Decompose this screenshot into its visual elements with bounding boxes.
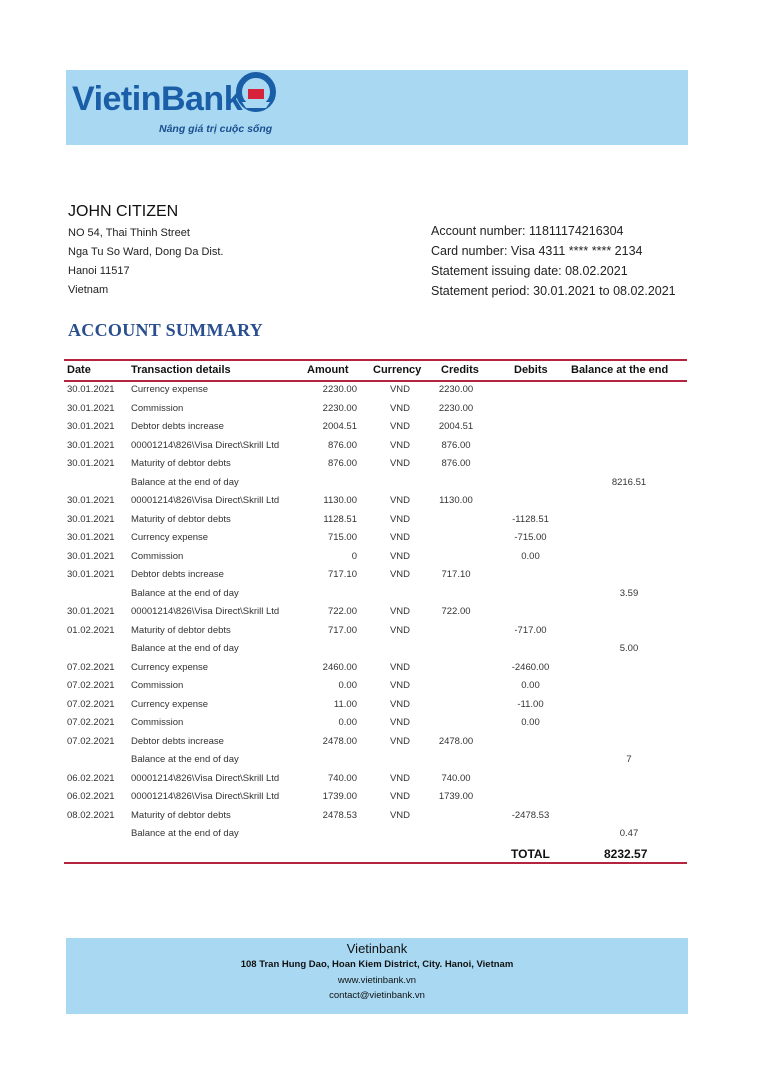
cell-date: 07.02.2021: [67, 735, 115, 747]
cell-date: 30.01.2021: [67, 421, 115, 432]
cell-debits: 0.00: [521, 717, 540, 728]
cell-date: 30.01.2021: [67, 384, 115, 395]
header-credits: Credits: [441, 364, 479, 376]
cell-details: 00001214\826\Visa Direct\Skrill Ltd: [131, 791, 280, 802]
cell-date: 07.02.2021: [67, 680, 115, 691]
cell-currency: VND: [389, 421, 411, 432]
cell-currency: VND: [389, 513, 411, 525]
table-row: [64, 381, 687, 400]
cell-currency: VND: [389, 717, 411, 728]
header-date: Date: [67, 364, 91, 376]
cell-balance: 0.47: [619, 828, 639, 839]
cell-details: Balance at the end of day: [131, 754, 239, 765]
cell-balance: 5.00: [619, 643, 639, 654]
cell-credits: 2478.00: [438, 735, 474, 747]
cell-credits: 1130.00: [439, 495, 473, 506]
cell-credits: 1739.00: [438, 791, 474, 802]
cell-debits: -715.00: [514, 532, 547, 543]
statement-period: Statement period: 30.01.2021 to 08.02.2021: [431, 284, 676, 298]
cell-currency: VND: [389, 661, 411, 673]
cell-date: 07.02.2021: [67, 717, 115, 728]
cell-date: 01.02.2021: [67, 624, 115, 636]
cell-details: Currency expense: [131, 698, 209, 710]
cell-amount: 717.00: [327, 624, 357, 636]
cell-details: Balance at the end of day: [131, 828, 239, 839]
cell-currency: VND: [389, 532, 411, 543]
cell-date: 30.01.2021: [67, 606, 115, 617]
cell-currency: VND: [389, 384, 411, 395]
table-row: [64, 696, 687, 715]
cell-amount: 717.10: [327, 569, 357, 580]
section-title: ACCOUNT SUMMARY: [68, 320, 264, 340]
cell-currency: VND: [389, 439, 411, 451]
header-balance: Balance at the end: [571, 364, 669, 376]
card-number: Card number: Visa 4311 **** **** 2134: [431, 244, 643, 258]
cell-amount: 2478.00: [322, 735, 357, 747]
cell-debits: -717.00: [514, 624, 547, 636]
cell-details: Maturity of debtor debts: [131, 809, 231, 821]
address-line: Nga Tu So Ward, Dong Da Dist.: [68, 246, 224, 258]
cell-currency: VND: [389, 458, 411, 469]
cell-date: 06.02.2021: [67, 791, 115, 802]
cell-details: Maturity of debtor debts: [131, 458, 231, 469]
table-row: [64, 751, 687, 770]
total-label: TOTAL: [511, 847, 550, 861]
table-row: [64, 807, 687, 826]
table-row: [64, 677, 687, 696]
statement-issuing-date: Statement issuing date: 08.02.2021: [431, 264, 628, 278]
table-row: [64, 788, 687, 807]
cell-debits: 0.00: [521, 550, 540, 562]
cell-date: 30.01.2021: [67, 550, 115, 562]
cell-currency: VND: [389, 698, 411, 710]
cell-amount: 2460.00: [322, 661, 357, 673]
customer-name: JOHN CITIZEN: [68, 203, 179, 220]
table-row: [64, 566, 687, 585]
cell-amount: 11.00: [333, 698, 357, 710]
cell-details: Currency expense: [131, 661, 209, 673]
footer-bank-name: Vietinbank: [346, 941, 408, 956]
cell-details: 00001214\826\Visa Direct\Skrill Ltd: [131, 606, 280, 617]
table-bottom-rule: [64, 862, 687, 864]
cell-balance: 8216.51: [611, 476, 647, 488]
cell-details: Currency expense: [131, 384, 209, 395]
cell-details: Commission: [131, 680, 184, 691]
table-row: [64, 640, 687, 659]
cell-amount: 2230.00: [322, 384, 357, 395]
cell-date: 30.01.2021: [67, 402, 115, 414]
cell-date: 30.01.2021: [67, 513, 115, 525]
cell-currency: VND: [389, 569, 411, 580]
cell-amount: 0: [351, 550, 357, 562]
cell-amount: 2004.51: [322, 421, 357, 432]
cell-credits: 2004.51: [438, 421, 474, 432]
cell-currency: VND: [389, 606, 411, 617]
header-currency: Currency: [373, 364, 422, 376]
cell-currency: VND: [389, 550, 411, 562]
header-band: [66, 70, 688, 145]
cell-details: Commission: [131, 717, 184, 728]
table-row: [64, 622, 687, 641]
cell-amount: 715.00: [327, 532, 357, 543]
cell-currency: VND: [389, 791, 411, 802]
cell-details: Debtor debts increase: [131, 421, 224, 432]
cell-debits: -1128.51: [512, 513, 549, 525]
cell-date: 30.01.2021: [67, 458, 115, 469]
account-number: Account number: 11811174216304: [431, 224, 624, 238]
cell-date: 06.02.2021: [67, 772, 115, 784]
header-amount: Amount: [307, 364, 349, 376]
cell-credits: 876.00: [441, 458, 471, 469]
table-row: [64, 770, 687, 789]
table-row: [64, 437, 687, 456]
cell-credits: 876.00: [441, 439, 471, 451]
cell-amount: 740.00: [327, 772, 357, 784]
cell-details: Debtor debts increase: [131, 735, 224, 747]
cell-details: Balance at the end of day: [131, 643, 239, 654]
cell-date: 30.01.2021: [67, 439, 115, 451]
table-row: [64, 733, 687, 752]
table-row: [64, 659, 687, 678]
cell-details: Currency expense: [131, 532, 209, 543]
cell-date: 30.01.2021: [67, 569, 115, 580]
cell-amount: 1128.51: [323, 513, 357, 525]
cell-details: Maturity of debtor debts: [131, 513, 231, 525]
cell-date: 08.02.2021: [67, 809, 115, 821]
cell-debits: -2460.00: [511, 661, 550, 673]
cell-debits: -11.00: [517, 698, 544, 710]
cell-currency: VND: [389, 495, 411, 506]
cell-amount: 876.00: [327, 458, 357, 469]
cell-amount: 876.00: [327, 439, 357, 451]
cell-amount: 0.00: [338, 717, 357, 728]
cell-credits: 722.00: [441, 606, 471, 617]
cell-currency: VND: [389, 809, 411, 821]
cell-amount: 722.00: [327, 606, 357, 617]
table-row: [64, 455, 687, 474]
cell-details: Commission: [131, 402, 184, 414]
cell-amount: 1130.00: [323, 495, 357, 506]
bank-logo-icon: [236, 72, 276, 112]
table-row: [64, 714, 687, 733]
table-row: [64, 511, 687, 530]
total-value: 8232.57: [604, 847, 648, 861]
cell-debits: 0.00: [521, 680, 540, 691]
table-row: [64, 400, 687, 419]
cell-currency: VND: [389, 402, 411, 414]
bank-logo-wordmark: VietinBank: [72, 80, 243, 118]
footer-address: 108 Tran Hung Dao, Hoan Kiem District, City. Hanoi, Vietnam: [240, 959, 514, 970]
cell-currency: VND: [389, 680, 411, 691]
header-debits: Debits: [514, 364, 548, 376]
footer-email[interactable]: contact@vietinbank.vn: [329, 990, 425, 1001]
cell-amount: 2478.53: [322, 809, 357, 821]
cell-details: 00001214\826\Visa Direct\Skrill Ltd: [131, 439, 280, 451]
header-details: Transaction details: [131, 364, 231, 376]
cell-date: 30.01.2021: [67, 495, 115, 506]
cell-details: 00001214\826\Visa Direct\Skrill Ltd: [131, 495, 280, 506]
cell-details: Balance at the end of day: [131, 476, 239, 488]
cell-balance: 3.59: [619, 587, 639, 599]
table-row: [64, 474, 687, 493]
cell-balance: 7: [626, 754, 632, 765]
cell-currency: VND: [389, 772, 411, 784]
table-row: [64, 548, 687, 567]
table-row: [64, 825, 687, 844]
cell-details: Commission: [131, 550, 184, 562]
table-row: [64, 492, 687, 511]
table-row: [64, 418, 687, 437]
cell-details: Balance at the end of day: [131, 587, 239, 599]
cell-details: 00001214\826\Visa Direct\Skrill Ltd: [131, 772, 280, 784]
table-row: [64, 603, 687, 622]
cell-amount: 2230.00: [322, 402, 357, 414]
cell-currency: VND: [389, 735, 411, 747]
table-row: [64, 585, 687, 604]
cell-amount: 0.00: [338, 680, 357, 691]
table-top-rule: [64, 359, 687, 361]
cell-date: 07.02.2021: [67, 698, 115, 710]
cell-credits: 740.00: [441, 772, 471, 784]
cell-date: 30.01.2021: [67, 532, 115, 543]
address-line: Vietnam: [68, 284, 109, 296]
table-row: [64, 529, 687, 548]
cell-date: 07.02.2021: [67, 661, 115, 673]
cell-amount: 1739.00: [322, 791, 357, 802]
footer-website[interactable]: www.vietinbank.vn: [337, 975, 417, 986]
bank-tagline: Nâng giá trị cuộc sống: [159, 123, 273, 135]
cell-credits: 2230.00: [438, 384, 474, 395]
cell-debits: -2478.53: [511, 809, 550, 821]
cell-credits: 2230.00: [438, 402, 474, 414]
cell-credits: 717.10: [441, 569, 471, 580]
address-line: NO 54, Thai Thinh Street: [68, 227, 190, 239]
address-line: Hanoi 11517: [68, 265, 130, 277]
cell-details: Debtor debts increase: [131, 569, 224, 580]
cell-currency: VND: [389, 624, 411, 636]
cell-details: Maturity of debtor debts: [131, 624, 231, 636]
footer-band: [66, 938, 688, 1014]
